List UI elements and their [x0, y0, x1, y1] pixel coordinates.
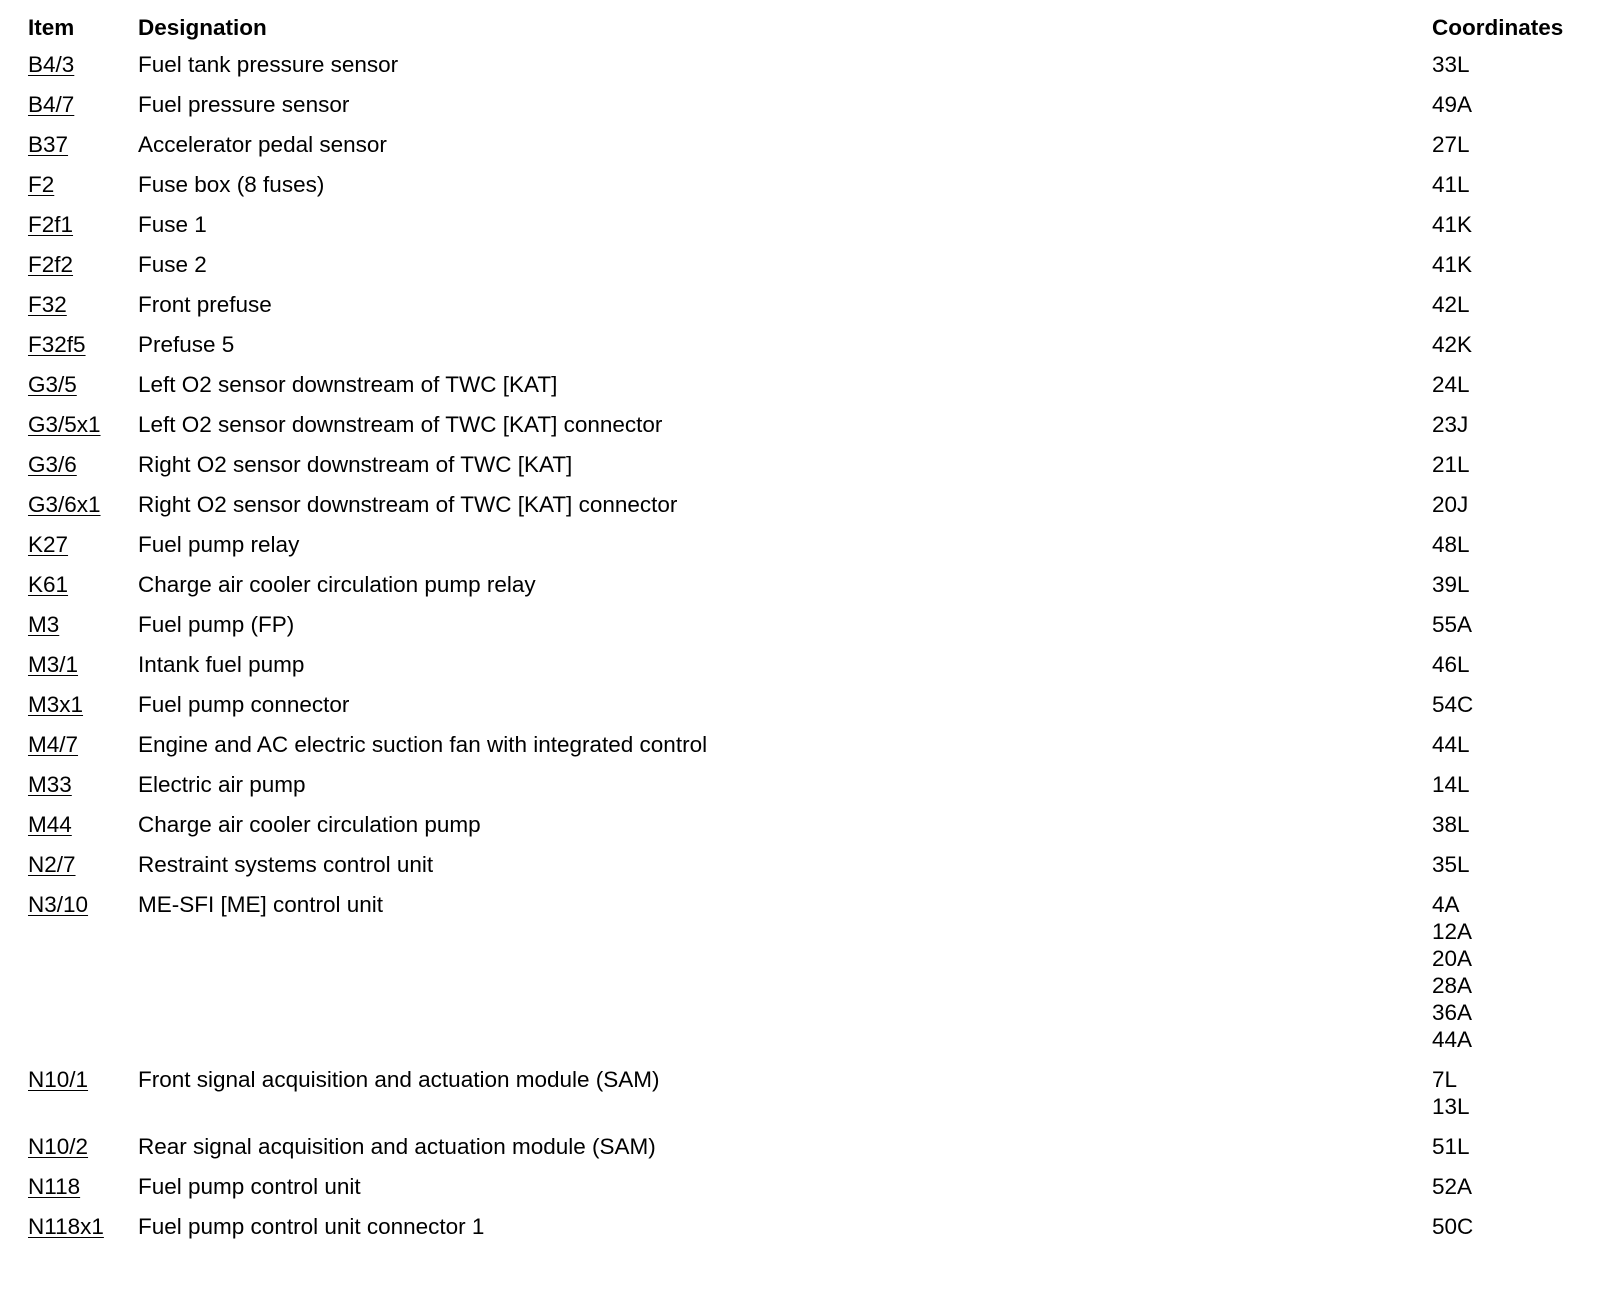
item-link[interactable]: N10/2	[28, 1134, 89, 1159]
coordinates-cell	[1432, 531, 1588, 571]
designation-cell: Fuel pressure sensor	[138, 92, 350, 117]
item-cell	[28, 731, 138, 771]
table-row	[28, 331, 1588, 371]
item-cell	[28, 491, 138, 531]
table-row	[28, 571, 1588, 611]
coordinates-cell	[1432, 411, 1588, 451]
table-row	[28, 91, 1588, 131]
coordinates-cell	[1432, 51, 1588, 91]
coordinate-value: 12A	[1432, 919, 1473, 944]
coordinate-value: 42L	[1432, 292, 1470, 317]
designation-cell: Fuel pump (FP)	[138, 612, 295, 637]
designation-cell: Right O2 sensor downstream of TWC [KAT] connector	[138, 492, 678, 517]
item-link[interactable]: M44	[28, 812, 72, 837]
item-cell	[28, 371, 138, 411]
item-link[interactable]: M3x1	[28, 692, 84, 717]
coordinates-column-header: Coordinates	[1432, 15, 1564, 40]
item-link[interactable]: G3/5	[28, 372, 77, 397]
item-link[interactable]: M3/1	[28, 652, 79, 677]
coordinate-value: 36A	[1432, 1000, 1473, 1025]
table-row	[28, 451, 1588, 491]
coordinate-value: 42K	[1432, 332, 1473, 357]
item-link[interactable]: M3	[28, 612, 60, 637]
designation-cell: Prefuse 5	[138, 332, 235, 357]
coordinate-value: 44L	[1432, 732, 1470, 757]
coordinate-value: 49A	[1432, 92, 1473, 117]
table-row	[28, 611, 1588, 651]
coordinates-cell	[1432, 331, 1588, 371]
item-link[interactable]: K61	[28, 572, 69, 597]
item-link[interactable]: N118	[28, 1174, 81, 1199]
designation-cell: Left O2 sensor downstream of TWC [KAT]	[138, 372, 558, 397]
table-row	[28, 251, 1588, 291]
table-row	[28, 731, 1588, 771]
item-cell	[28, 691, 138, 731]
item-link[interactable]: B37	[28, 132, 69, 157]
coordinates-cell	[1432, 211, 1588, 251]
coordinate-value: 4A	[1432, 892, 1460, 917]
item-cell	[28, 51, 138, 91]
item-cell	[28, 891, 138, 1066]
designation-cell: Restraint systems control unit	[138, 852, 434, 877]
item-cell	[28, 531, 138, 571]
item-link[interactable]: M33	[28, 772, 72, 797]
designation-cell: Charge air cooler circulation pump	[138, 812, 481, 837]
designation-cell: Front signal acquisition and actuation module (SAM)	[138, 1067, 660, 1092]
table-row	[28, 51, 1588, 91]
designation-cell: Right O2 sensor downstream of TWC [KAT]	[138, 452, 573, 477]
coordinate-value: 21L	[1432, 452, 1470, 477]
item-cell	[28, 211, 138, 251]
coordinate-value: 52A	[1432, 1174, 1473, 1199]
table-row	[28, 771, 1588, 811]
coordinate-value: 33L	[1432, 52, 1470, 77]
item-link[interactable]: G3/6x1	[28, 492, 101, 517]
coordinates-cell	[1432, 651, 1588, 691]
table-row	[28, 531, 1588, 571]
coordinates-cell	[1432, 851, 1588, 891]
item-cell	[28, 91, 138, 131]
designation-cell: Fuel pump connector	[138, 692, 350, 717]
item-cell	[28, 131, 138, 171]
designation-cell: Charge air cooler circulation pump relay	[138, 572, 536, 597]
coordinates-cell	[1432, 1173, 1588, 1213]
coordinates-cell	[1432, 171, 1588, 211]
table-header-row	[28, 14, 1588, 51]
coordinate-value: 46L	[1432, 652, 1470, 677]
table-row	[28, 1066, 1588, 1133]
component-legend-table	[28, 14, 1588, 1253]
designation-cell: Intank fuel pump	[138, 652, 305, 677]
coordinate-value: 39L	[1432, 572, 1470, 597]
item-cell	[28, 811, 138, 851]
coordinates-cell	[1432, 91, 1588, 131]
coordinates-cell	[1432, 451, 1588, 491]
coordinate-value: 41K	[1432, 212, 1473, 237]
table-row	[28, 691, 1588, 731]
item-link[interactable]: M4/7	[28, 732, 79, 757]
table-row	[28, 291, 1588, 331]
coordinate-value: 20A	[1432, 946, 1473, 971]
item-column-header: Item	[28, 15, 75, 40]
item-link[interactable]: N3/10	[28, 892, 89, 917]
item-cell	[28, 1173, 138, 1213]
coordinates-cell	[1432, 811, 1588, 851]
item-link[interactable]: F2f2	[28, 252, 74, 277]
coordinates-cell	[1432, 1066, 1588, 1133]
designation-cell: Fuse box (8 fuses)	[138, 172, 325, 197]
item-cell	[28, 331, 138, 371]
item-link[interactable]: F2f1	[28, 212, 74, 237]
table-row	[28, 491, 1588, 531]
table-row	[28, 891, 1588, 1066]
item-cell	[28, 771, 138, 811]
designation-cell: Fuel pump control unit connector 1	[138, 1214, 485, 1239]
designation-cell: Engine and AC electric suction fan with integrated control	[138, 732, 708, 757]
item-cell	[28, 1133, 138, 1173]
item-link[interactable]: B4/7	[28, 92, 75, 117]
item-link[interactable]: G3/6	[28, 452, 77, 477]
item-link[interactable]: F32	[28, 292, 67, 317]
item-cell	[28, 251, 138, 291]
designation-cell: Left O2 sensor downstream of TWC [KAT] connector	[138, 412, 663, 437]
item-cell	[28, 851, 138, 891]
coordinates-cell	[1432, 1133, 1588, 1173]
coordinates-cell	[1432, 291, 1588, 331]
coordinates-cell	[1432, 691, 1588, 731]
table-row	[28, 1133, 1588, 1173]
table-row	[28, 411, 1588, 451]
coordinate-value: 7L	[1432, 1067, 1458, 1092]
coordinate-value: 48L	[1432, 532, 1470, 557]
coordinate-value: 13L	[1432, 1094, 1470, 1119]
coordinate-value: 38L	[1432, 812, 1470, 837]
item-cell	[28, 611, 138, 651]
coordinate-value: 51L	[1432, 1134, 1470, 1159]
item-link[interactable]: F32f5	[28, 332, 86, 357]
coordinate-value: 50C	[1432, 1214, 1474, 1239]
coordinates-cell	[1432, 491, 1588, 531]
coordinate-value: 41L	[1432, 172, 1470, 197]
coordinate-value: 23J	[1432, 412, 1469, 437]
coordinates-cell	[1432, 611, 1588, 651]
coordinates-cell	[1432, 731, 1588, 771]
designation-cell: Rear signal acquisition and actuation module (SAM)	[138, 1134, 656, 1159]
table-row	[28, 811, 1588, 851]
item-link[interactable]: K27	[28, 532, 69, 557]
table-row	[28, 651, 1588, 691]
coordinates-cell	[1432, 131, 1588, 171]
coordinates-cell	[1432, 891, 1588, 1066]
table-row	[28, 171, 1588, 211]
table-row	[28, 131, 1588, 171]
coordinate-value: 14L	[1432, 772, 1470, 797]
coordinates-cell	[1432, 251, 1588, 291]
table-row	[28, 1213, 1588, 1253]
item-cell	[28, 571, 138, 611]
coordinate-value: 44A	[1432, 1027, 1473, 1052]
item-cell	[28, 1066, 138, 1133]
item-link[interactable]: N2/7	[28, 852, 76, 877]
coordinate-value: 20J	[1432, 492, 1469, 517]
coordinate-value: 55A	[1432, 612, 1473, 637]
designation-cell: Fuse 1	[138, 212, 207, 237]
item-cell	[28, 451, 138, 491]
coordinate-value: 28A	[1432, 973, 1473, 998]
coordinate-value: 27L	[1432, 132, 1470, 157]
coordinate-value: 41K	[1432, 252, 1473, 277]
table-row	[28, 1173, 1588, 1213]
designation-cell: Front prefuse	[138, 292, 272, 317]
coordinate-value: 24L	[1432, 372, 1470, 397]
table-row	[28, 371, 1588, 411]
designation-cell: Fuel tank pressure sensor	[138, 52, 399, 77]
designation-cell: Fuse 2	[138, 252, 207, 277]
designation-column-header: Designation	[138, 15, 267, 40]
designation-cell: Electric air pump	[138, 772, 306, 797]
table-body	[28, 51, 1588, 1253]
coordinates-cell	[1432, 771, 1588, 811]
coordinates-cell	[1432, 571, 1588, 611]
item-cell	[28, 171, 138, 211]
item-link[interactable]: N10/1	[28, 1067, 89, 1092]
item-link[interactable]: G3/5x1	[28, 412, 101, 437]
table-row	[28, 211, 1588, 251]
table-row	[28, 851, 1588, 891]
coordinate-value: 35L	[1432, 852, 1470, 877]
item-link[interactable]: B4/3	[28, 52, 75, 77]
item-cell	[28, 651, 138, 691]
coordinates-cell	[1432, 1213, 1588, 1253]
item-cell	[28, 411, 138, 451]
item-cell	[28, 1213, 138, 1253]
item-link[interactable]: N118x1	[28, 1214, 104, 1239]
designation-cell: Accelerator pedal sensor	[138, 132, 387, 157]
item-link[interactable]: F2	[28, 172, 55, 197]
coordinates-cell	[1432, 371, 1588, 411]
designation-cell: Fuel pump control unit	[138, 1174, 361, 1199]
designation-cell: ME-SFI [ME] control unit	[138, 892, 384, 917]
item-cell	[28, 291, 138, 331]
designation-cell: Fuel pump relay	[138, 532, 300, 557]
coordinate-value: 54C	[1432, 692, 1474, 717]
